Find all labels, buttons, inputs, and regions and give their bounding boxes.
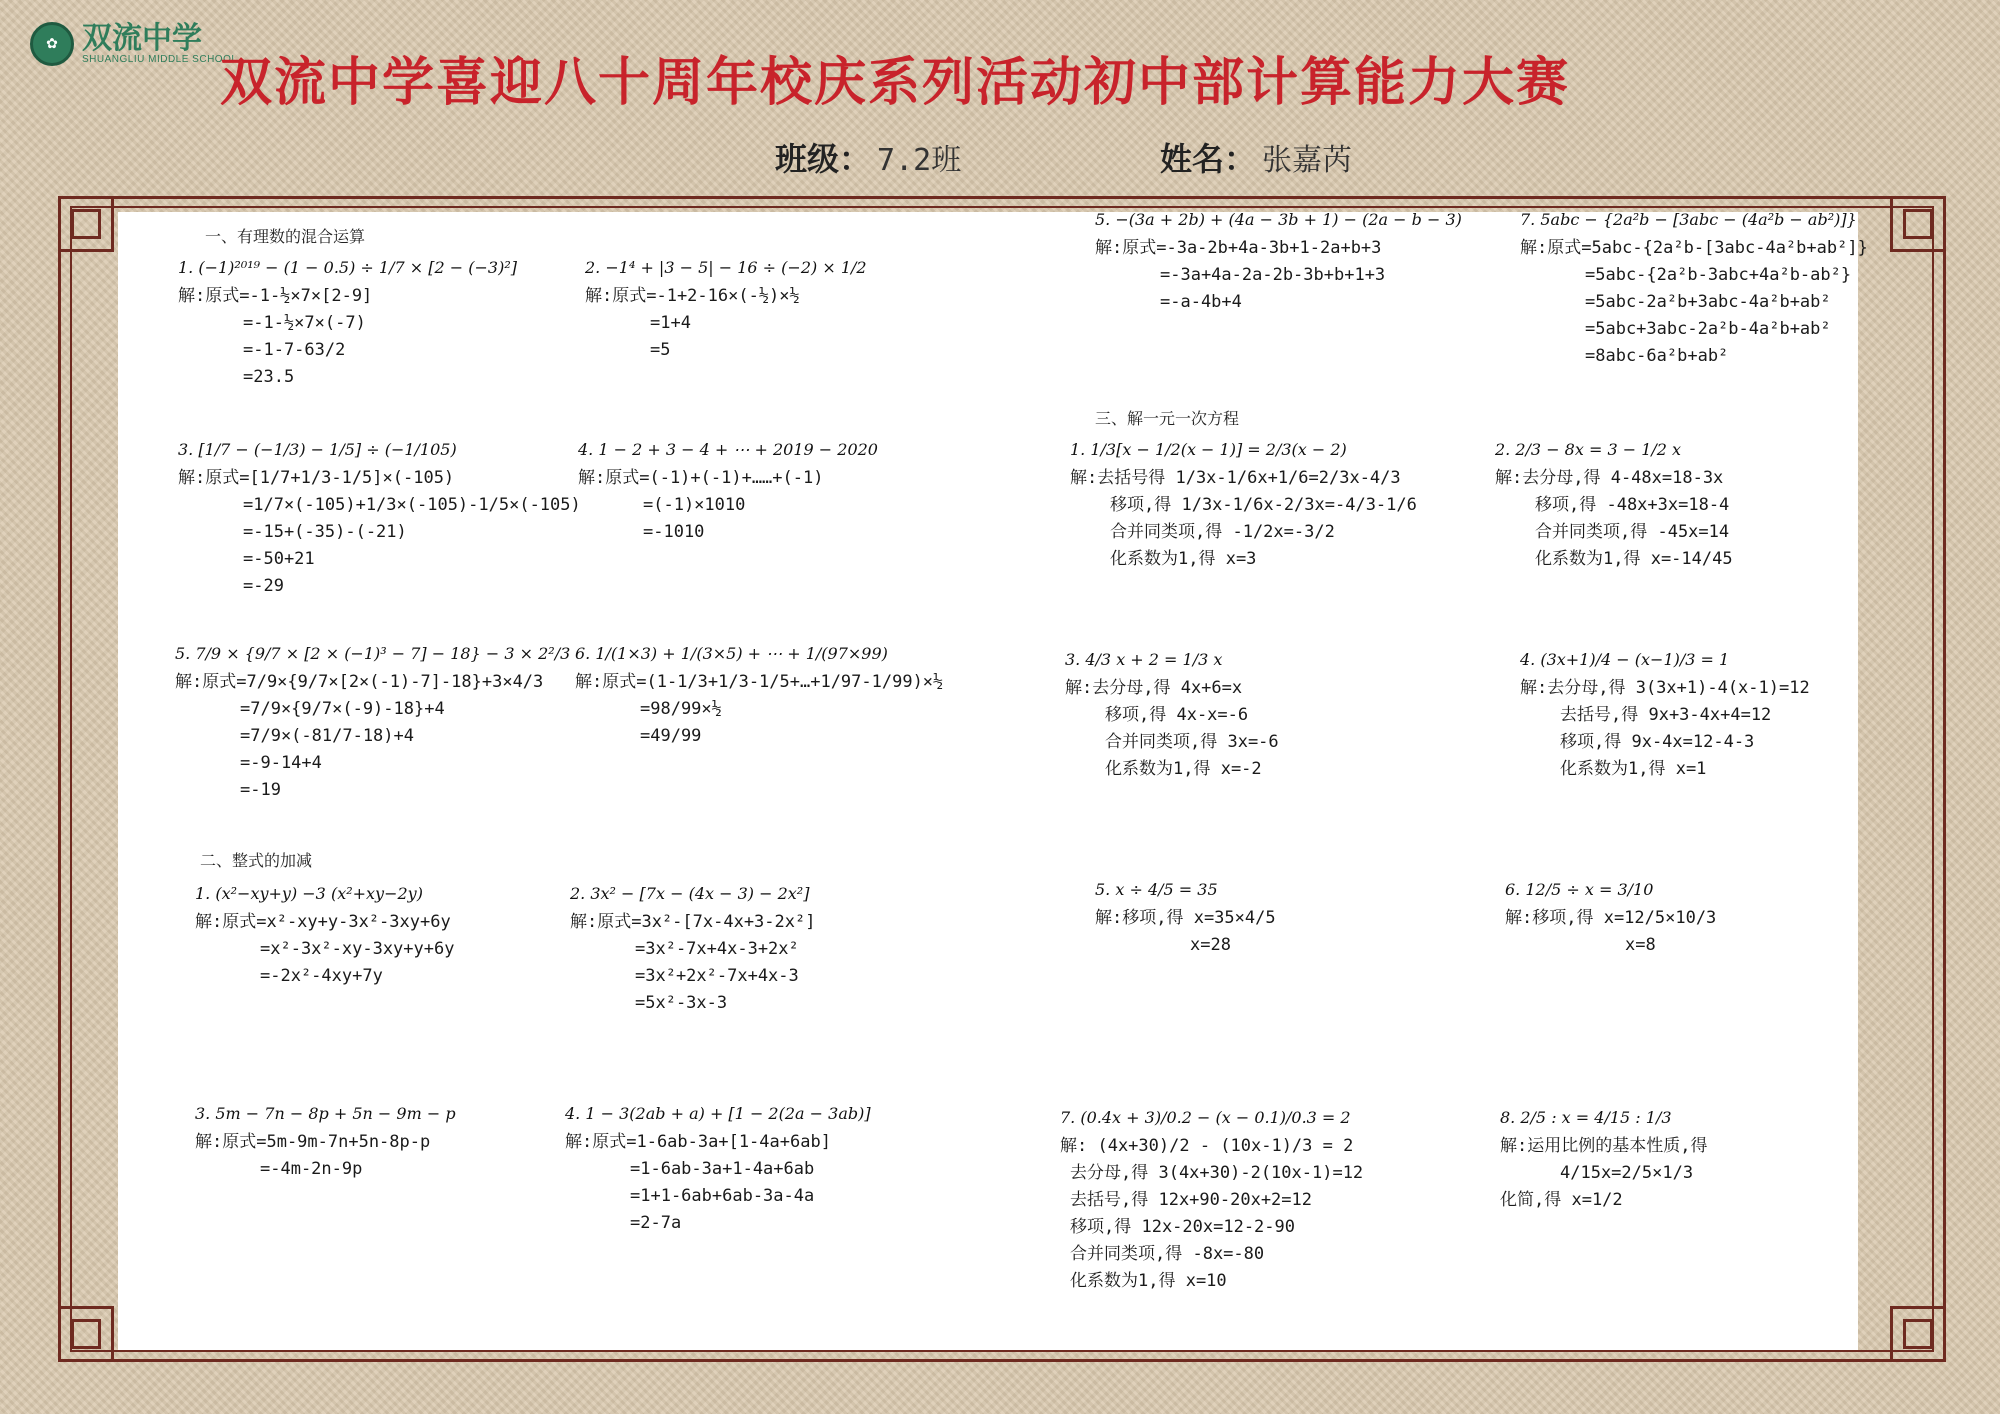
solution-line: =-2x²-4xy+7y	[260, 966, 383, 986]
problem-block	[1095, 210, 1495, 316]
solution-line: 移项,得 12x-20x=12-2-90	[1070, 1217, 1295, 1237]
solution-line: 移项,得 4x-x=-6	[1105, 705, 1249, 725]
solution-line: =2-7a	[630, 1213, 682, 1233]
solution-line: 合并同类项,得 -8x=-80	[1070, 1244, 1265, 1264]
solution-line: 化系数为1,得 x=1	[1560, 759, 1707, 779]
problem-text: 7. (0.4x + 3)/0.2 − (x − 0.1)/0.3 = 2	[1060, 1108, 1351, 1127]
solution-line: 解:原式=(1-1/3+1/3-1/5+…+1/97-1/99)×½	[575, 672, 944, 692]
corner-ornament	[1890, 1306, 1946, 1362]
solution-line: 解:去分母,得 4-48x=18-3x	[1495, 468, 1724, 488]
solution-line: =-3a+4a-2a-2b-3b+b+1+3	[1160, 265, 1386, 285]
solution-line: x=8	[1625, 935, 1656, 955]
solution-line: =1/7×(-105)+1/3×(-105)-1/5×(-105)	[243, 495, 581, 515]
handwritten-solution	[578, 465, 978, 546]
problem-text: 2. 2/3 − 8x = 3 − 1/2 x	[1495, 440, 1682, 459]
solution-line: 化系数为1,得 x=10	[1070, 1271, 1227, 1291]
page-title: 双流中学喜迎八十周年校庆系列活动初中部计算能力大赛	[220, 53, 1571, 113]
solution-line: =x²-3x²-xy-3xy+y+6y	[260, 939, 455, 959]
solution-line: =3x²+2x²-7x+4x-3	[635, 966, 799, 986]
solution-line: =-50+21	[243, 549, 315, 569]
solution-line: =-9-14+4	[240, 753, 322, 773]
problem-block	[1060, 1108, 1460, 1295]
class-field	[775, 134, 961, 180]
solution-line: =-29	[243, 576, 284, 596]
solution-line: 去分母,得 3(4x+30)-2(10x-1)=12	[1070, 1163, 1364, 1183]
problem-block	[570, 884, 970, 1017]
solution-line: x=28	[1190, 935, 1231, 955]
solution-line: =3x²-7x+4x-3+2x²	[635, 939, 799, 959]
solution-line: 化系数为1,得 x=-14/45	[1535, 549, 1733, 569]
problem-text: 4. 1 − 2 + 3 − 4 + ⋯ + 2019 − 2020	[578, 440, 878, 459]
corner-ornament	[58, 1306, 114, 1362]
problem-block	[1095, 880, 1495, 959]
solution-line: 解:原式=7/9×{9/7×[2×(-1)-7]-18}+3×4/3	[175, 672, 544, 692]
solution-line: =5abc-2a²b+3abc-4a²b+ab²	[1585, 292, 1831, 312]
solution-line: 解:原式=-3a-2b+4a-3b+1-2a+b+3	[1095, 238, 1382, 258]
handwritten-solution	[1095, 905, 1495, 959]
solution-line: 去括号,得 9x+3-4x+4=12	[1560, 705, 1772, 725]
problem-text: 1. 1/3[x − 1/2(x − 1)] = 2/3(x − 2)	[1070, 440, 1347, 459]
solution-line: =-15+(-35)-(-21)	[243, 522, 407, 542]
corner-ornament	[58, 196, 114, 252]
problem-block	[195, 884, 595, 990]
problem-block	[175, 644, 575, 804]
problem-text: 4. (3x+1)/4 − (x−1)/3 = 1	[1520, 650, 1730, 669]
solution-line: 解:去分母,得 4x+6=x	[1065, 678, 1243, 698]
solution-line: 合并同类项,得 3x=-6	[1105, 732, 1279, 752]
solution-line: =5	[650, 340, 671, 360]
problem-text: 1. (−1)²⁰¹⁹ − (1 − 0.5) ÷ 1/7 × [2 − (−3)²]	[178, 258, 517, 277]
solution-line: =23.5	[243, 367, 295, 387]
problem-text: 2. 3x² − [7x − (4x − 3) − 2x²]	[570, 884, 810, 903]
solution-line: 解:运用比例的基本性质,得	[1500, 1136, 1708, 1156]
problem-block	[178, 258, 578, 391]
solution-line: =-1010	[643, 522, 705, 542]
problem-text: 3. 4/3 x + 2 = 1/3 x	[1065, 650, 1223, 669]
problem-block	[578, 440, 978, 546]
solution-line: 解:原式=5abc-{2a²b-[3abc-4a²b+ab²]}	[1520, 238, 1868, 258]
handwritten-solution	[570, 909, 970, 1017]
solution-line: 合并同类项,得 -1/2x=-3/2	[1110, 522, 1335, 542]
solution-line: =98/99×½	[640, 699, 722, 719]
handwritten-solution	[178, 465, 581, 600]
solution-line: 去括号,得 12x+90-20x+2=12	[1070, 1190, 1312, 1210]
solution-line: 解:原式=1-6ab-3a+[1-4a+6ab]	[565, 1132, 831, 1152]
solution-line: 化简,得 x=1/2	[1500, 1190, 1623, 1210]
solution-line: 解:移项,得 x=12/5×10/3	[1505, 908, 1717, 928]
problem-block	[1495, 440, 1895, 573]
solution-line: 化系数为1,得 x=3	[1110, 549, 1257, 569]
school-emblem-icon: ✿	[30, 22, 74, 66]
solution-line: =7/9×{9/7×(-9)-18}+4	[240, 699, 445, 719]
solution-line: 解:去括号得 1/3x-1/6x+1/6=2/3x-4/3	[1070, 468, 1401, 488]
solution-line: =-4m-2n-9p	[260, 1159, 363, 1179]
handwritten-solution	[1500, 1133, 1900, 1214]
solution-line: 解:去分母,得 3(3x+1)-4(x-1)=12	[1520, 678, 1810, 698]
handwritten-solution	[1095, 235, 1495, 316]
solution-line: 移项,得 -48x+3x=18-4	[1535, 495, 1730, 515]
handwritten-solution	[1065, 675, 1465, 783]
class-value: 7.2班	[877, 143, 962, 178]
solution-line: 解:移项,得 x=35×4/5	[1095, 908, 1276, 928]
solution-line: =7/9×(-81/7-18)+4	[240, 726, 414, 746]
solution-line: 解:原式=x²-xy+y-3x²-3xy+6y	[195, 912, 451, 932]
solution-line: 解:原式=(-1)+(-1)+……+(-1)	[578, 468, 824, 488]
logo-chinese-name: 双流中学	[82, 20, 202, 56]
problem-text: 7. 5abc − {2a²b − [3abc − (4a²b − ab²)]}	[1520, 210, 1857, 229]
handwritten-solution	[1520, 675, 1920, 783]
problem-block	[585, 258, 985, 364]
solution-line: =-1-½×7×(-7)	[243, 313, 366, 333]
solution-line: =49/99	[640, 726, 702, 746]
problem-text: 1. (x²−xy+y) −3 (x²+xy−2y)	[195, 884, 423, 903]
solution-line: =5x²-3x-3	[635, 993, 728, 1013]
solution-line: 4/15x=2/5×1/3	[1560, 1163, 1694, 1183]
problem-text: 5. 7/9 × {9/7 × [2 × (−1)³ − 7] − 18} − 3 × 2²/3	[175, 644, 571, 663]
solution-line: 解:原式=[1/7+1/3-1/5]×(-105)	[178, 468, 455, 488]
problem-block	[1520, 650, 1920, 783]
solution-line: 合并同类项,得 -45x=14	[1535, 522, 1730, 542]
problem-block	[1065, 650, 1465, 783]
handwritten-solution	[575, 669, 975, 750]
problem-block	[1520, 210, 1920, 370]
handwritten-solution	[178, 283, 578, 391]
solution-line: =-a-4b+4	[1160, 292, 1242, 312]
problem-text: 8. 2/5 : x = 4/15 : 1/3	[1500, 1108, 1672, 1127]
problem-text: 6. 1/(1×3) + 1/(3×5) + ⋯ + 1/(97×99)	[575, 644, 888, 663]
solution-line: =-1-7-63/2	[243, 340, 346, 360]
handwritten-solution	[585, 283, 985, 364]
name-field	[1160, 134, 1352, 180]
problem-block	[1505, 880, 1905, 959]
class-label: 班级：	[775, 140, 872, 178]
solution-line: 移项,得 9x-4x=12-4-3	[1560, 732, 1755, 752]
name-value: 张嘉芮	[1262, 143, 1353, 178]
solution-line: 解:原式=5m-9m-7n+5n-8p-p	[195, 1132, 431, 1152]
problem-text: 5. −(3a + 2b) + (4a − 3b + 1) − (2a − b − 3)	[1095, 210, 1462, 229]
solution-line: 解:原式=3x²-[7x-4x+3-2x²]	[570, 912, 816, 932]
handwritten-solution	[565, 1129, 965, 1237]
solution-line: =8abc-6a²b+ab²	[1585, 346, 1729, 366]
solution-line: =1+1-6ab+6ab-3a-4a	[630, 1186, 815, 1206]
problem-block	[565, 1104, 965, 1237]
handwritten-solution	[1060, 1133, 1460, 1295]
section-heading-rational: 一、有理数的混合运算	[205, 227, 366, 246]
solution-line: =5abc-{2a²b-3abc+4a²b-ab²}	[1585, 265, 1852, 285]
solution-line: 解:原式=-1+2-16×(-½)×½	[585, 286, 800, 306]
solution-line: =(-1)×1010	[643, 495, 746, 515]
problem-text: 4. 1 − 3(2ab + a) + [1 − 2(2a − 3ab)]	[565, 1104, 871, 1123]
handwritten-solution	[1070, 465, 1470, 573]
solution-line: 化系数为1,得 x=-2	[1105, 759, 1262, 779]
solution-line: 解: (4x+30)/2 - (10x-1)/3 = 2	[1060, 1136, 1354, 1156]
solution-line: =5abc+3abc-2a²b-4a²b+ab²	[1585, 319, 1831, 339]
problem-block	[1070, 440, 1470, 573]
section-heading-equations: 三、解一元一次方程	[1095, 409, 1240, 428]
name-label: 姓名：	[1160, 140, 1257, 178]
problem-text: 2. −1⁴ + |3 − 5| − 16 ÷ (−2) × 1/2	[585, 258, 867, 277]
solution-line: =1-6ab-3a+1-4a+6ab	[630, 1159, 815, 1179]
problem-text: 5. x ÷ 4/5 = 35	[1095, 880, 1218, 899]
problem-text: 3. 5m − 7n − 8p + 5n − 9m − p	[195, 1104, 456, 1123]
handwritten-solution	[1495, 465, 1895, 573]
problem-block	[178, 440, 581, 600]
problem-block	[1500, 1108, 1900, 1214]
solution-line: =1+4	[650, 313, 691, 333]
logo-english-name: SHUANGLIU MIDDLE SCHOOL	[82, 53, 238, 65]
problem-text: 6. 12/5 ÷ x = 3/10	[1505, 880, 1654, 899]
handwritten-solution	[1505, 905, 1905, 959]
problem-text: 3. [1/7 − (−1/3) − 1/5] ÷ (−1/105)	[178, 440, 457, 459]
problem-block	[195, 1104, 595, 1183]
section-heading-polynomial: 二、整式的加减	[200, 851, 313, 870]
problem-block	[575, 644, 975, 750]
handwritten-solution	[195, 909, 595, 990]
solution-line: 解:原式=-1-½×7×[2-9]	[178, 286, 373, 306]
solution-line: 移项,得 1/3x-1/6x-2/3x=-4/3-1/6	[1110, 495, 1417, 515]
handwritten-solution	[175, 669, 575, 804]
solution-line: =-19	[240, 780, 281, 800]
handwritten-solution	[1520, 235, 1920, 370]
school-logo	[30, 22, 237, 66]
handwritten-solution	[195, 1129, 595, 1183]
